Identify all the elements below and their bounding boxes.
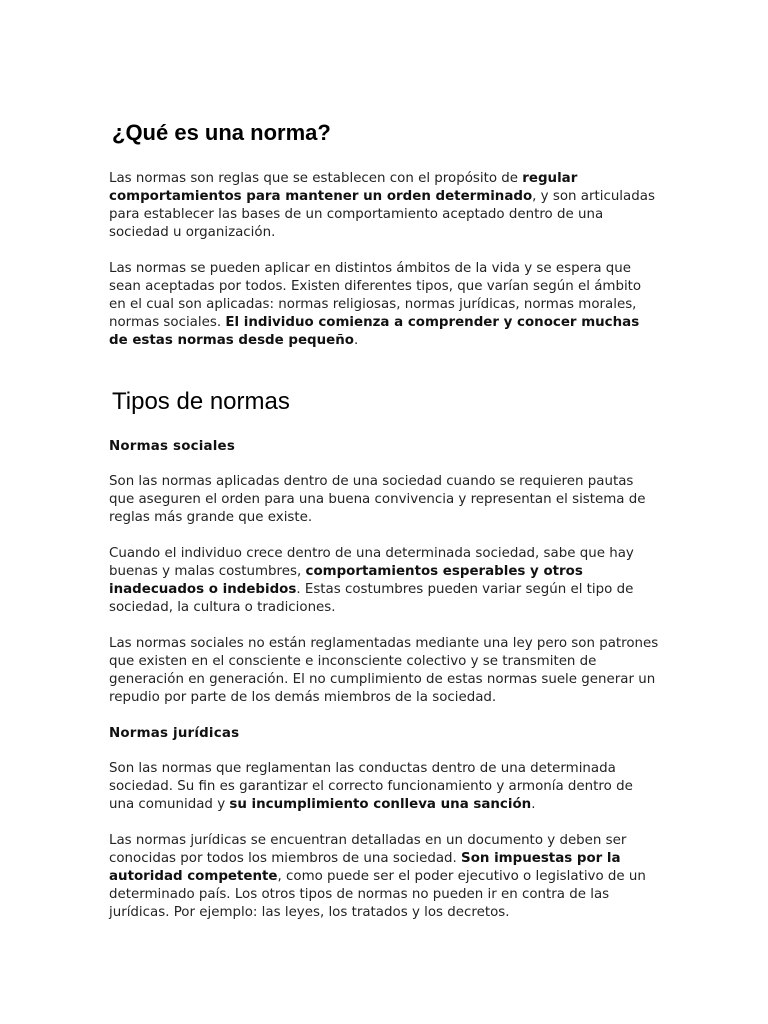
bold-text-run: Son impuestas por la autoridad competente	[109, 851, 621, 884]
paragraph	[109, 545, 659, 617]
paragraph: Son las normas aplicadas dentro de una sociedad cuando se requieren pautas que aseguren el orden para una buena convivencia y representan el sistema de reglas más grande que existe.	[109, 474, 646, 525]
section-title-que-es-una-norma: ¿Qué es una norma?	[112, 120, 331, 145]
document-content	[109, 120, 659, 940]
bold-text-run: regular comportamientos para mantener un orden determinado	[109, 171, 578, 204]
section-title-tipos-de-normas: Tipos de normas	[112, 388, 290, 415]
paragraph	[109, 170, 659, 242]
subheading-normas-juridicas: Normas jurídicas	[109, 726, 240, 741]
text-run: . Estas costumbres pueden variar según el tipo de sociedad, la cultura o tradiciones.	[109, 582, 634, 615]
bold-text-run: su incumplimiento conlleva una sanción	[229, 797, 532, 812]
text-run: , y son articuladas para establecer las bases de un comportamiento aceptado dentro de una sociedad u organización.	[109, 189, 655, 240]
bold-text-run: El individuo comienza a comprender y conocer muchas de estas normas desde pequeño	[109, 315, 640, 348]
paragraph	[109, 832, 659, 922]
text-run: Son las normas que reglamentan las conductas dentro de una determinada sociedad. Su fin es garantizar el correcto funcionamiento y armonía dentro de una comunidad y	[109, 761, 633, 812]
text-run: Cuando el individuo crece dentro de una determinada sociedad, sabe que hay buenas y malas costumbres,	[109, 546, 634, 579]
text-run: Las normas son reglas que se establecen con el propósito de	[109, 171, 523, 186]
text-run: Las normas se pueden aplicar en distintos ámbitos de la vida y se espera que sean aceptadas por todos. Existen diferentes tipos, que varían según el ámbito en el cual son aplicadas: normas religiosas, normas jurídicas, normas morales, normas sociales.	[109, 261, 642, 330]
text-run: .	[531, 797, 536, 812]
bold-text-run: comportamientos esperables y otros inadecuados o indebidos	[109, 564, 583, 597]
paragraph	[109, 760, 659, 814]
text-run: , como puede ser el poder ejecutivo o legislativo de un determinado país. Los otros tipos de normas no pueden ir en contra de las jurídicas. Por ejemplo: las leyes, los tratados y los decretos.	[109, 869, 646, 920]
paragraph	[109, 260, 659, 350]
text-run: Las normas jurídicas se encuentran detalladas en un documento y deben ser conocidas por todos los miembros de una sociedad.	[109, 833, 627, 866]
subheading-normas-sociales: Normas sociales	[109, 439, 236, 454]
paragraph: Las normas sociales no están reglamentadas mediante una ley pero son patrones que existen en el consciente e inconsciente colectivo y se transmiten de generación en generación. El no cumplimiento de estas normas suele generar un repudio por parte de los demás miembros de la sociedad.	[109, 636, 659, 705]
text-run: .	[353, 333, 359, 348]
